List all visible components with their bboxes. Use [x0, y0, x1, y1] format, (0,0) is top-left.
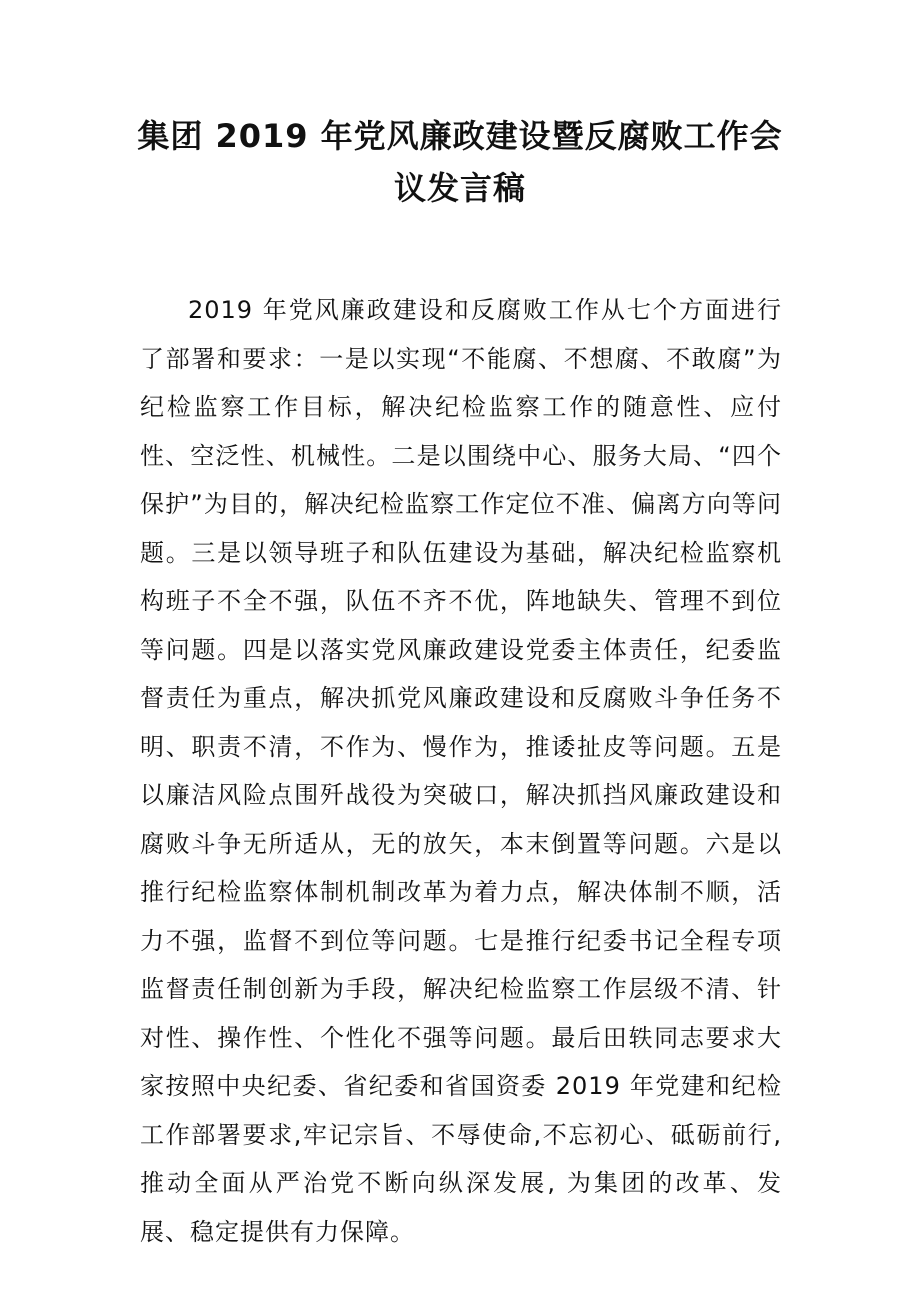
- title-line-1: 集团 2019 年党风廉政建设暨反腐败工作会: [137, 117, 783, 155]
- document-title: [130, 110, 790, 214]
- title-line-2: 议发言稿: [393, 169, 526, 207]
- body-paragraph: 2019 年党风廉政建设和反腐败工作从七个方面进行了部署和要求：一是以实现“不能腐、不想腐、不敢腐”为纪检监察工作目标，解决纪检监察工作的随意性、应付性、空泛性、机械性。二是以围绕中心、服务大局、“四个保护”为目的，解决纪检监察工作定位不准、偏离方向等问题。三是以领导班子和队伍建设为基础，解决纪检监察机构班子不全不强，队伍不齐不优，阵地缺失、管理不到位等问题。四是以落实党风廉政建设党委主体责任，纪委监督责任为重点，解决抓党风廉政建设和反腐败斗争任务不明、职责不清，不作为、慢作为，推诿扯皮等问题。五是以廉洁风险点围歼战役为突破口，解决抓挡风廉政建设和腐败斗争无所适从，无的放矢，本末倒置等问题。六是以推行纪检监察体制机制改革为着力点，解决体制不顺，活力不强，监督不到位等问题。七是推行纪委书记全程专项监督责任制创新为手段，解决纪检监察工作层级不清、针对性、操作性、个性化不强等问题。最后田轶同志要求大家按照中央纪委、省纪委和省国资委 2019 年党建和纪检工作部署要求,牢记宗旨、不辱使命,不忘初心、砥砺前行,推动全面从严治党不断向纵深发展, 为集团的改革、发展、稳定提供有力保障。: [140, 296, 782, 1246]
